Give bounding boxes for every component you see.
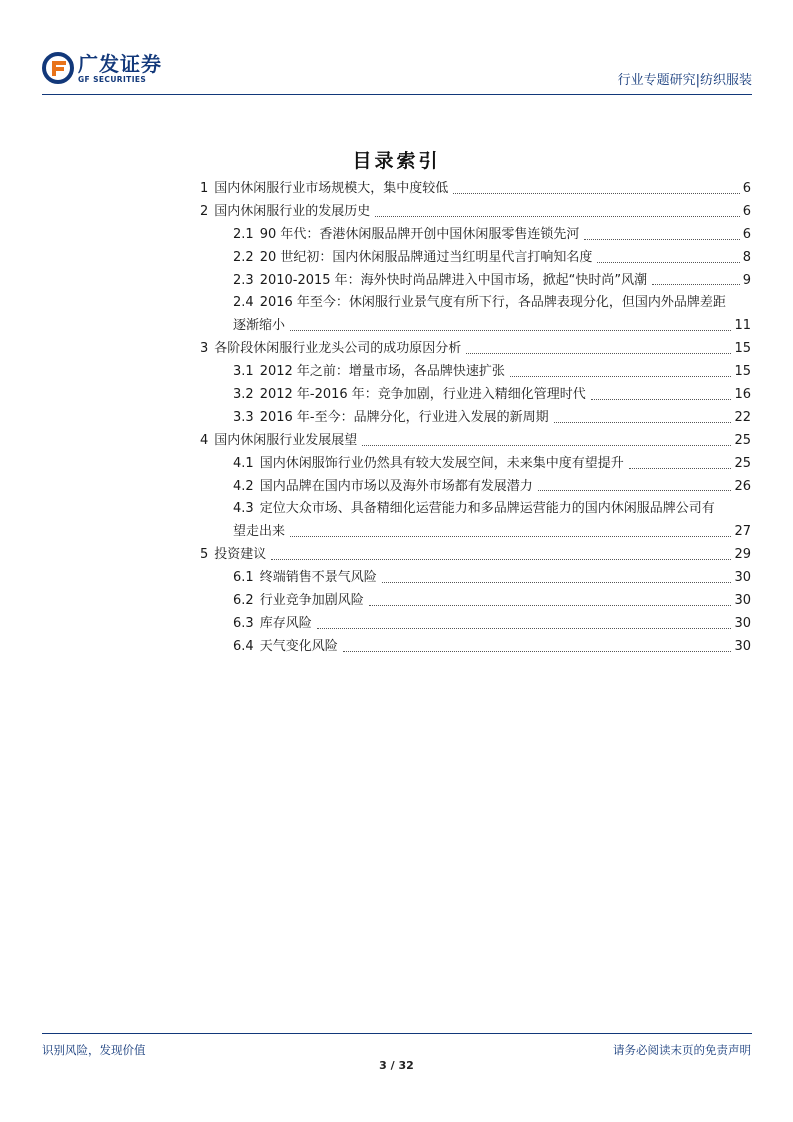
toc-leader-dots [591, 384, 732, 400]
footer-divider [42, 1033, 752, 1034]
toc-leader-dots [584, 224, 739, 240]
footer-slogan: 识别风险，发现价值 [42, 1043, 146, 1057]
toc-entry-number: 4.1 [233, 455, 254, 471]
toc-entry-title: 国内休闲服行业市场规模大，集中度较低 [214, 181, 449, 196]
toc-entry[interactable] [200, 315, 751, 338]
toc-leader-dots [652, 270, 740, 286]
toc-entry[interactable] [200, 178, 751, 201]
logo-english-name: GF SECURITIES [78, 74, 147, 84]
toc-entry[interactable] [200, 384, 751, 407]
toc-page-number: 30 [734, 638, 751, 654]
toc-page-number: 30 [734, 615, 751, 631]
toc-entry[interactable] [200, 338, 751, 361]
toc-entry-number: 3.2 [233, 387, 254, 403]
toc-leader-dots [453, 178, 739, 194]
toc-entry-title: 库存风险 [259, 615, 312, 631]
table-of-contents [200, 178, 751, 659]
toc-page-number: 29 [734, 547, 751, 563]
toc-entry-number: 2 [200, 203, 209, 219]
toc-page-number: 15 [734, 341, 751, 357]
toc-entry-text[interactable] [233, 361, 507, 384]
toc-entry-number: 4.3 [233, 501, 254, 517]
toc-entry-text[interactable] [200, 178, 450, 201]
toc-entry[interactable] [200, 247, 751, 270]
toc-leader-dots [554, 407, 732, 423]
toc-entry-title: 国内休闲服行业发展展望 [214, 432, 358, 448]
toc-entry-title: 国内品牌在国内市场以及海外市场都有发展潜力 [259, 478, 533, 494]
toc-entry-title: 终端销售不景气风险 [259, 570, 377, 586]
toc-leader-dots [597, 247, 739, 263]
toc-entry-title: 20 世纪初：国内休闲服品牌通过当红明星代言打响知名度 [259, 249, 593, 265]
toc-entry-text[interactable] [233, 453, 626, 476]
toc-page-number: 6 [742, 226, 751, 242]
toc-entry-text[interactable] [233, 613, 314, 636]
toc-entry-text[interactable] [200, 338, 463, 361]
toc-entry-title: 投资建议 [214, 547, 267, 563]
toc-leader-dots [382, 567, 732, 583]
toc-entry-text[interactable] [233, 567, 379, 590]
toc-entry-title: 望走出来 [233, 524, 286, 540]
toc-entry[interactable] [200, 292, 751, 315]
toc-entry-title: 各阶段休闲服行业龙头公司的成功原因分析 [214, 341, 462, 357]
toc-page-number: 6 [742, 181, 751, 196]
toc-leader-dots [369, 590, 732, 606]
toc-page-number: 9 [742, 272, 751, 288]
toc-page-number: 25 [734, 455, 751, 471]
toc-entry-number: 3.1 [233, 364, 254, 380]
toc-leader-dots [466, 338, 731, 354]
toc-entry-text[interactable] [200, 544, 268, 567]
report-category: 行业专题研究|纺织服装 [617, 73, 752, 88]
toc-page-number: 26 [734, 478, 751, 494]
toc-entry[interactable] [200, 430, 751, 453]
toc-entry-title: 2016 年-至今：品牌分化，行业进入发展的新周期 [259, 409, 549, 425]
toc-entry-title: 90 年代：香港休闲服品牌开创中国休闲服零售连锁先河 [259, 226, 580, 242]
toc-leader-dots [290, 521, 731, 537]
toc-leader-dots [290, 315, 731, 331]
toc-entry-text[interactable] [233, 498, 717, 521]
toc-entry[interactable] [200, 521, 751, 544]
toc-entry[interactable] [200, 453, 751, 476]
toc-entry-text[interactable] [233, 521, 287, 544]
header-divider [42, 94, 752, 95]
toc-entry[interactable] [200, 567, 751, 590]
company-logo [42, 52, 162, 84]
toc-entry-number: 2.1 [233, 226, 254, 242]
toc-entry-number: 4.2 [233, 478, 254, 494]
footer-disclaimer: 请务必阅读末页的免责声明 [613, 1043, 751, 1057]
toc-entry[interactable] [200, 544, 751, 567]
toc-entry-title: 定位大众市场、具备精细化运营能力和多品牌运营能力的国内休闲服品牌公司有 [259, 501, 715, 517]
gf-logo-icon [42, 52, 74, 84]
toc-entry-text[interactable] [200, 430, 359, 453]
toc-entry[interactable] [200, 636, 751, 659]
toc-leader-dots [271, 544, 731, 560]
toc-page-number: 25 [734, 432, 751, 448]
toc-entry[interactable] [200, 224, 751, 247]
toc-leader-dots [629, 453, 732, 469]
toc-entry-number: 1 [200, 181, 209, 196]
toc-entry-text[interactable] [233, 384, 588, 407]
toc-entry-text[interactable] [233, 590, 366, 613]
toc-entry-text[interactable] [233, 224, 581, 247]
toc-entry[interactable] [200, 407, 751, 430]
toc-entry-title: 2016 年至今：休闲服行业景气度有所下行，各品牌表现分化，但国内外品牌差距 [259, 295, 726, 311]
toc-page-number: 8 [742, 249, 751, 265]
toc-entry-number: 6.2 [233, 593, 254, 609]
toc-entry-title: 国内休闲服饰行业仍然具有较大发展空间，未来集中度有望提升 [259, 455, 624, 471]
toc-entry-text[interactable] [233, 636, 340, 659]
toc-page-number: 15 [734, 364, 751, 380]
toc-entry-number: 2.3 [233, 272, 254, 288]
toc-entry[interactable] [200, 590, 751, 613]
toc-entry[interactable] [200, 476, 751, 499]
toc-entry-number: 6.1 [233, 570, 254, 586]
toc-entry-title: 逐渐缩小 [233, 318, 286, 334]
toc-entry-number: 6.4 [233, 638, 254, 654]
toc-entry-title: 行业竞争加剧风险 [259, 593, 364, 609]
toc-page-number: 30 [734, 570, 751, 586]
page-number: 3 / 32 [379, 1059, 414, 1072]
toc-entry-title: 2012 年-2016 年：竞争加剧，行业进入精细化管理时代 [259, 387, 586, 403]
toc-entry-number: 2.4 [233, 295, 254, 311]
toc-entry[interactable] [200, 613, 751, 636]
toc-entry[interactable] [200, 361, 751, 384]
toc-leader-dots [510, 361, 732, 377]
toc-entry-number: 3 [200, 341, 209, 357]
toc-page-number: 27 [734, 524, 751, 540]
toc-entry-text[interactable] [233, 292, 728, 315]
toc-leader-dots [317, 613, 732, 629]
toc-leader-dots [375, 201, 739, 217]
toc-leader-dots [538, 476, 732, 492]
toc-entry-number: 2.2 [233, 249, 254, 265]
toc-entry-text[interactable] [200, 201, 372, 224]
toc-entry-text[interactable] [233, 270, 649, 293]
toc-entry-title: 天气变化风险 [259, 638, 338, 654]
toc-entry-title: 2010-2015 年：海外快时尚品牌进入中国市场，掀起“快时尚”风潮 [259, 272, 648, 288]
toc-page-number: 22 [734, 409, 751, 425]
toc-page-number: 11 [734, 318, 751, 334]
toc-leader-dots [362, 430, 731, 446]
toc-entry-number: 5 [200, 547, 209, 563]
toc-entry-number: 6.3 [233, 615, 254, 631]
toc-page-number: 30 [734, 593, 751, 609]
toc-leader-dots [343, 636, 732, 652]
toc-entry[interactable] [200, 270, 751, 293]
page-header [42, 52, 752, 94]
toc-page-number: 16 [734, 387, 751, 403]
toc-entry-text[interactable] [233, 247, 594, 270]
logo-chinese-name: 广发证券 [78, 51, 162, 76]
page-title: 目录索引 [352, 150, 441, 172]
toc-entry[interactable] [200, 498, 751, 521]
toc-entry-title: 2012 年之前：增量市场，各品牌快速扩张 [259, 364, 505, 380]
toc-entry-text[interactable] [233, 315, 287, 338]
toc-entry-text[interactable] [233, 476, 535, 499]
toc-entry-number: 3.3 [233, 409, 254, 425]
toc-entry-text[interactable] [233, 407, 551, 430]
toc-entry-title: 国内休闲服行业的发展历史 [214, 203, 371, 219]
toc-entry-number: 4 [200, 432, 209, 448]
toc-page-number: 6 [742, 203, 751, 219]
toc-entry[interactable] [200, 201, 751, 224]
